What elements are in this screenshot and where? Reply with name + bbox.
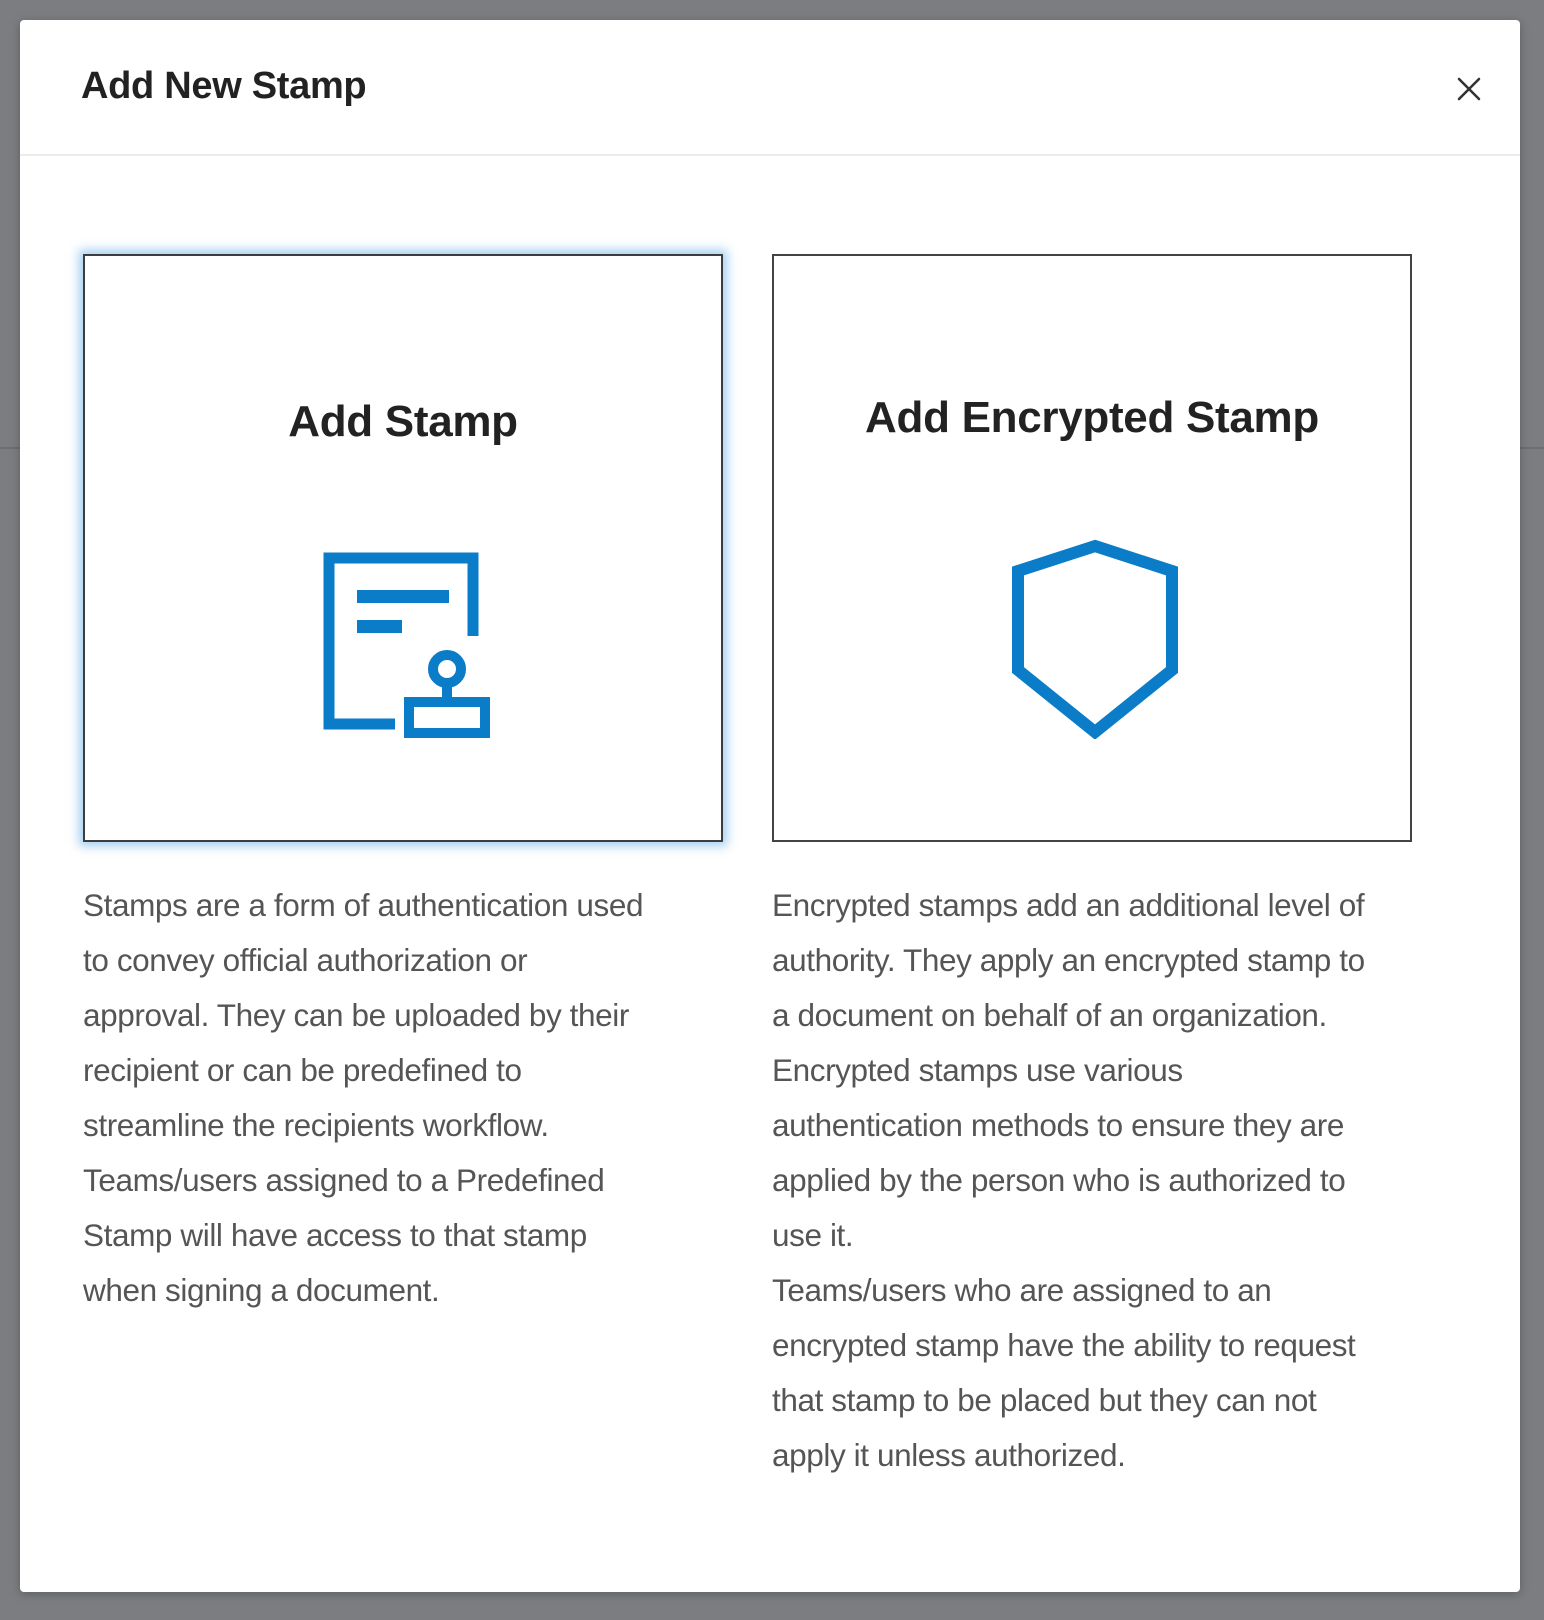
add-encrypted-stamp-card[interactable] bbox=[772, 254, 1412, 842]
description-line: Encrypted stamps use various bbox=[772, 1052, 1183, 1088]
modal-title: Add New Stamp bbox=[81, 65, 367, 107]
shield-icon bbox=[1011, 539, 1179, 739]
description-line: Teams/users assigned to a Predefined bbox=[83, 1162, 605, 1198]
description-line: use it. bbox=[772, 1217, 854, 1253]
add-stamp-description bbox=[83, 878, 773, 1318]
description-line: Encrypted stamps add an additional level of bbox=[772, 887, 1365, 923]
close-button[interactable] bbox=[1444, 64, 1494, 114]
add-encrypted-stamp-description bbox=[772, 878, 1462, 1483]
description-line: apply it unless authorized. bbox=[772, 1437, 1126, 1473]
description-line: encrypted stamp have the ability to request bbox=[772, 1327, 1356, 1363]
description-line: applied by the person who is authorized to bbox=[772, 1162, 1346, 1198]
description-line: to convey official authorization or bbox=[83, 942, 528, 978]
description-line: Teams/users who are assigned to an bbox=[772, 1272, 1272, 1308]
description-line: when signing a document. bbox=[83, 1272, 440, 1308]
description-line: approval. They can be uploaded by their bbox=[83, 997, 629, 1033]
description-line: that stamp to be placed but they can not bbox=[772, 1382, 1317, 1418]
add-stamp-card-title: Add Stamp bbox=[288, 397, 518, 446]
stamp-document-icon bbox=[323, 552, 493, 746]
add-encrypted-stamp-card-title: Add Encrypted Stamp bbox=[865, 393, 1319, 442]
add-stamp-card[interactable] bbox=[83, 254, 723, 842]
description-line: streamline the recipients workflow. bbox=[83, 1107, 549, 1143]
description-line: Stamp will have access to that stamp bbox=[83, 1217, 587, 1253]
description-line: Stamps are a form of authentication used bbox=[83, 887, 644, 923]
description-line: a document on behalf of an organization. bbox=[772, 997, 1327, 1033]
description-line: recipient or can be predefined to bbox=[83, 1052, 522, 1088]
description-line: authentication methods to ensure they are bbox=[772, 1107, 1344, 1143]
description-line: authority. They apply an encrypted stamp to bbox=[772, 942, 1365, 978]
add-new-stamp-modal bbox=[20, 20, 1520, 1592]
modal-header bbox=[20, 20, 1520, 156]
close-icon bbox=[1444, 64, 1494, 114]
